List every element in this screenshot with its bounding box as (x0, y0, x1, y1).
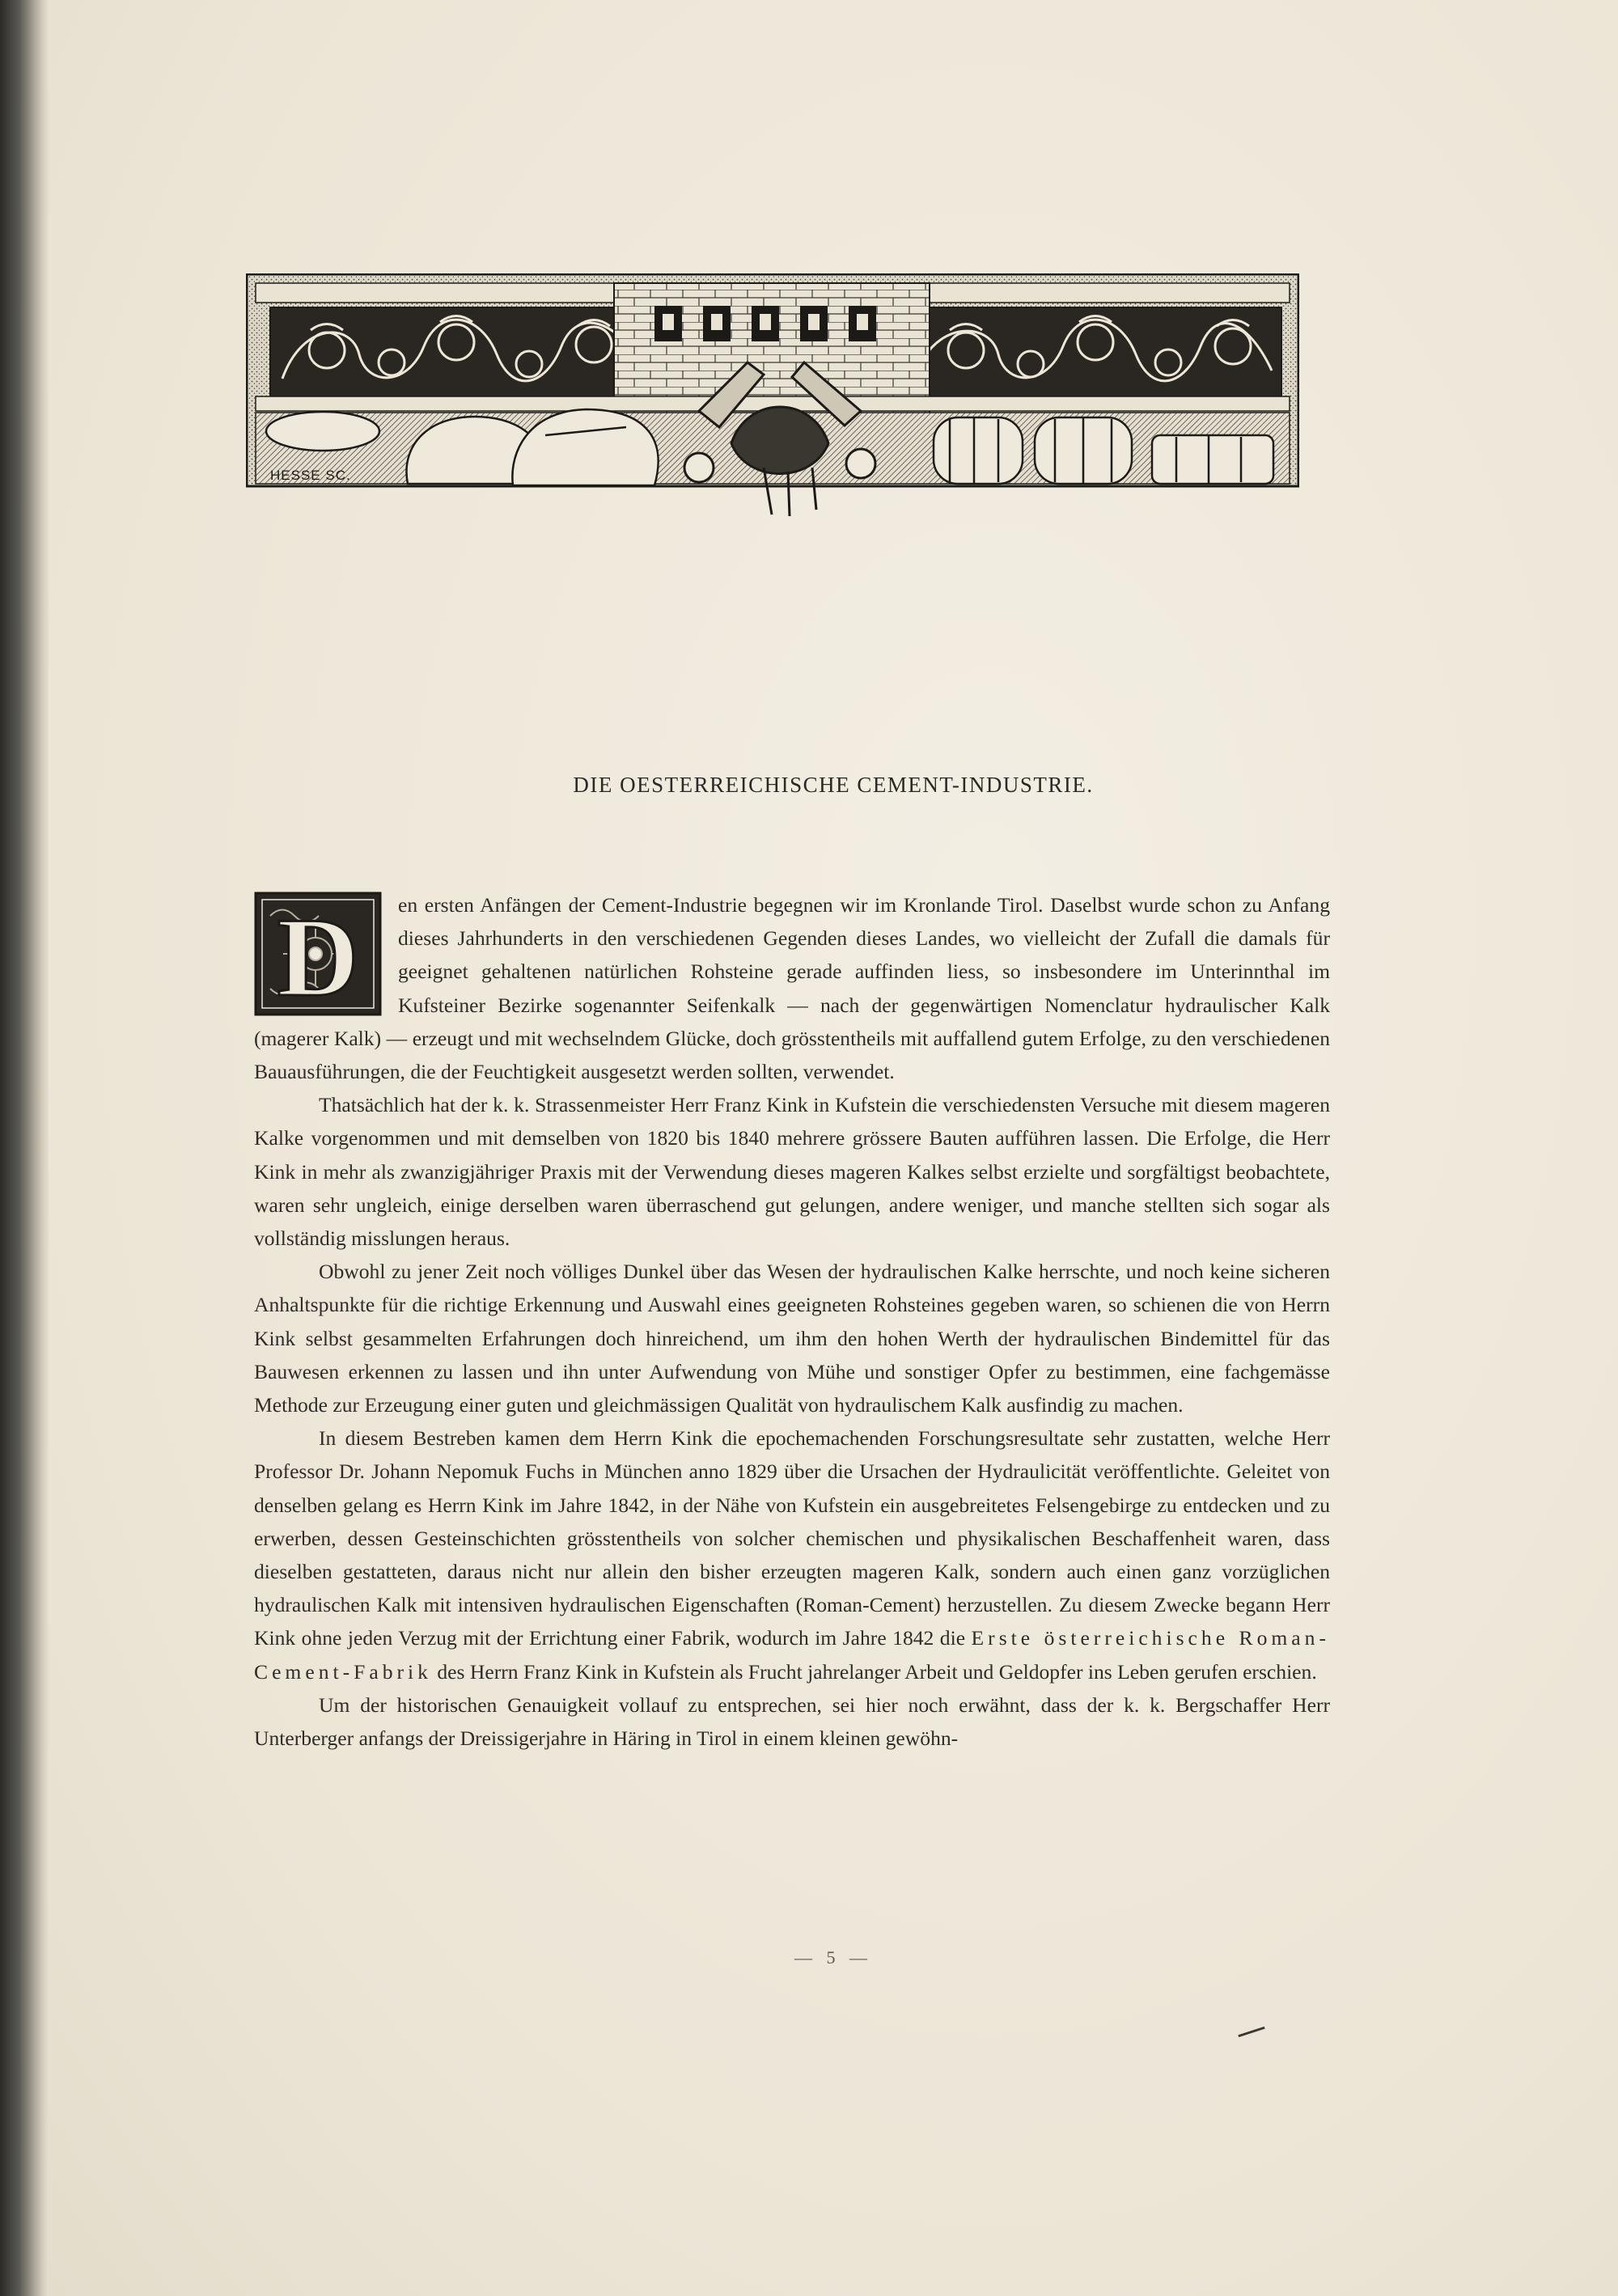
page-number: — 5 — (794, 1947, 872, 1968)
body-text (254, 888, 1330, 1755)
chapter-title: DIE OESTERREICHISCHE CEMENT-INDUSTRIE. (573, 773, 1094, 797)
scan-mark (1238, 2027, 1264, 2037)
company-name-spaced: Erste österreichische Roman-Cement-Fabrik (254, 1626, 1330, 1684)
book-page (49, 0, 1618, 2296)
paragraph-5: Um der historischen Genauigkeit vollauf zu entsprechen, sei hier noch erwähnt, dass der k. k. Bergschaffer Herr Unterberger anfangs der Dreissigerjahre in Häring in Tirol in einem kleinen gewöhn- (254, 1692, 1330, 1751)
paragraph-2: Thatsächlich hat der k. k. Strassenmeister Herr Franz Kink in Kufstein die verschiedensten Versuche mit diesem mageren Kalke vorgenommen und mit demselben von 1820 bis 1840 mehrere grössere Bauten aufführen lassen. Die Erfolge, die Herr Kink in mehr als zwanzigjähriger Praxis mit der Verwendung dieses mageren Kalkes selbst erzielte und sorgfältigst beobachtete, waren sehr ungleich, einige derselben waren überraschend gut gelungen, andere weniger, und manche stellten sich sogar als vollständig misslungen heraus. (254, 1093, 1330, 1251)
paragraph-1-text: en ersten Anfängen der Cement-Industrie begegnen wir im Kronlande Tirol. Daselbst wurde schon zu Anfang dieses Jahrhunderts in den verschiedenen Gegenden dieses Landes, wo vielleicht der Zufall die damals für geeignet gehaltenen natürlichen Rohsteine gerade auffinden liess, so insbesondere im Unterinnthal im Kufsteiner Bezirke sogenannter Seifenkalk — nach der gegenwärtigen Nomenclatur hydraulischer Kalk (magerer Kalk) — erzeugt und mit wechselndem Glücke, doch grösstentheils mit auffallend gutem Erfolge, zu den verschiedenen Bauausführungen, die der Feuchtigkeit ausgesetzt werden sollten, verwendet. (254, 893, 1330, 1084)
paragraph-4-text-after: des Herrn Franz Kink in Kufstein als Frucht jahrelanger Arbeit und Geldopfer ins Leben gerufen erschien. (431, 1659, 1317, 1684)
book-spine-edge (0, 0, 49, 2296)
paragraph-3: Obwohl zu jener Zeit noch völliges Dunkel über das Wesen der hydraulischen Kalke herrschte, und noch keine sicheren Anhaltspunkte für die richtige Erkennung und Auswahl eines geeigneten Rohsteines gegeben waren, so schienen die von Herrn Kink selbst gesammelten Erfahrungen doch hinreichend, um ihm den hohen Werth der hydraulischen Bindemittel für das Bauwesen erkennen zu lassen und ihn unter Aufwendung von Mühe und sonstiger Opfer zu bestimmen, eine fachgemässe Methode zur Erzeugung einer guten und gleichmässigen Qualität von hydraulischem Kalk ausfindig zu machen. (254, 1260, 1330, 1417)
decorated-initial-d-icon (254, 892, 382, 1016)
paragraph-1 (254, 888, 1330, 1088)
paragraph-4 (254, 1421, 1330, 1688)
svg-text:D: D (277, 895, 359, 1016)
paragraph-4-text-before: In diesem Bestreben kamen dem Herrn Kink die epochemachenden Forschungsresultate sehr zustatten, welche Herr Professor Dr. Johann Nepomuk Fuchs in München anno 1829 über die Ursachen der Hydraulicität veröffentlichte. Geleitet von denselben gelang es Herrn Kink im Jahre 1842, in der Nähe von Kufstein ein ausgebreitetes Felsengebirge zu entdecken und zu erwerben, dessen Gesteinschichten grösstentheils von solcher chemischen und physikalischen Beschaffenheit waren, dass dieselben gestatteten, daraus nicht nur allein den bisher erzeugten mageren Kalk, sondern auch einen ganz vorzüglichen hydraulischen Kalk mit intensiven hydraulischen Eigenschaften (Roman-Cement) herzustellen. Zu diesem Zwecke begann Herr Kink ohne jeden Verzug mit der Errichtung einer Fabrik, wodurch im Jahre 1842 die (254, 1426, 1330, 1650)
engraver-signature: HESSE SC. (270, 468, 351, 483)
ornamental-headpiece (246, 273, 1299, 518)
